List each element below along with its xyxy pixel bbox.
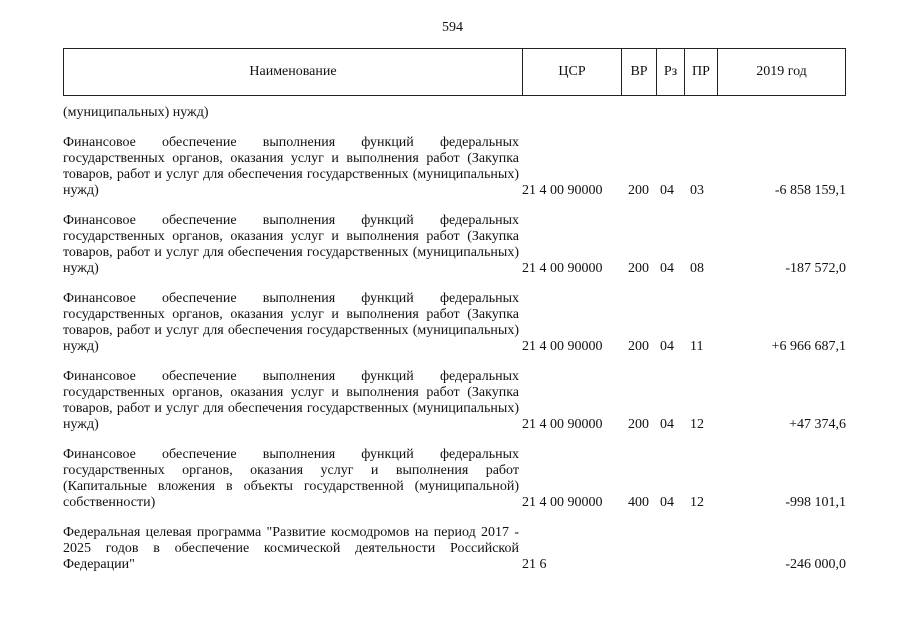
row-csr: 21 4 00 90000 [522, 261, 603, 276]
row-rz: 04 [660, 183, 674, 198]
header-year: 2019 год [717, 49, 845, 95]
row-name: Финансовое обеспечение выполнения функций федеральных государственных органов, оказания услуг и выполнения работ (Закупка товаров, работ и услуг для обеспечения государственных (муниципальных) нужд) [63, 369, 519, 432]
header-rz: Рз [656, 49, 684, 95]
row-csr: 21 6 [522, 557, 547, 572]
row-amount: -187 572,0 [785, 261, 846, 276]
page-number: 594 [442, 20, 463, 35]
header-name: Наименование [249, 64, 337, 79]
row-csr: 21 4 00 90000 [522, 339, 603, 354]
table-body [63, 105, 846, 573]
row-amount: -6 858 159,1 [774, 183, 846, 198]
row-amount: +47 374,6 [789, 417, 846, 432]
row-vr: 200 [628, 417, 649, 432]
row-rz: 04 [660, 261, 674, 276]
table-row [63, 291, 846, 355]
row-rz: 04 [660, 417, 674, 432]
continuation-row [63, 105, 846, 121]
row-amount: +6 966 687,1 [771, 339, 846, 354]
row-csr: 21 4 00 90000 [522, 183, 603, 198]
row-pr: 03 [690, 183, 704, 198]
table-row [63, 213, 846, 277]
header-vr: ВР [621, 49, 656, 95]
row-vr: 200 [628, 183, 649, 198]
row-csr: 21 4 00 90000 [522, 417, 603, 432]
row-rz: 04 [660, 495, 674, 510]
row-name: Финансовое обеспечение выполнения функций федеральных государственных органов, оказания услуг и выполнения работ (Закупка товаров, работ и услуг для обеспечения государственных (муниципальных) нужд) [63, 213, 519, 276]
row-name: (муниципальных) нужд) [63, 105, 209, 120]
row-pr: 08 [690, 261, 704, 276]
row-rz: 04 [660, 339, 674, 354]
table-row [63, 525, 846, 573]
row-vr: 200 [628, 261, 649, 276]
row-csr: 21 4 00 90000 [522, 495, 603, 510]
row-pr: 12 [690, 417, 704, 432]
row-name: Финансовое обеспечение выполнения функций федеральных государственных органов, оказания услуг и выполнения работ (Закупка товаров, работ и услуг для обеспечения государственных (муниципальных) нужд) [63, 291, 519, 354]
row-pr: 12 [690, 495, 704, 510]
table-row [63, 369, 846, 433]
table-row [63, 135, 846, 199]
row-vr: 400 [628, 495, 649, 510]
row-name: Финансовое обеспечение выполнения функций федеральных государственных органов, оказания услуг и выполнения работ (Закупка товаров, работ и услуг для обеспечения государственных (муниципальных) нужд) [63, 135, 519, 198]
row-name: Финансовое обеспечение выполнения функций федеральных государственных органов, оказания услуг и выполнения работ (Капитальные вложения в объекты государственной (муниципальной) собственности) [63, 447, 519, 510]
row-amount: -998 101,1 [785, 495, 846, 510]
header-pr: ПР [684, 49, 717, 95]
header-csr: ЦСР [522, 49, 621, 95]
table-header [63, 48, 846, 96]
row-name: Федеральная целевая программа "Развитие космодромов на период 2017 - 2025 годов в обеспечение космической деятельности Российской Федерации" [63, 525, 519, 572]
table-row [63, 447, 846, 511]
row-vr: 200 [628, 339, 649, 354]
row-amount: -246 000,0 [785, 557, 846, 572]
row-pr: 11 [690, 339, 704, 354]
